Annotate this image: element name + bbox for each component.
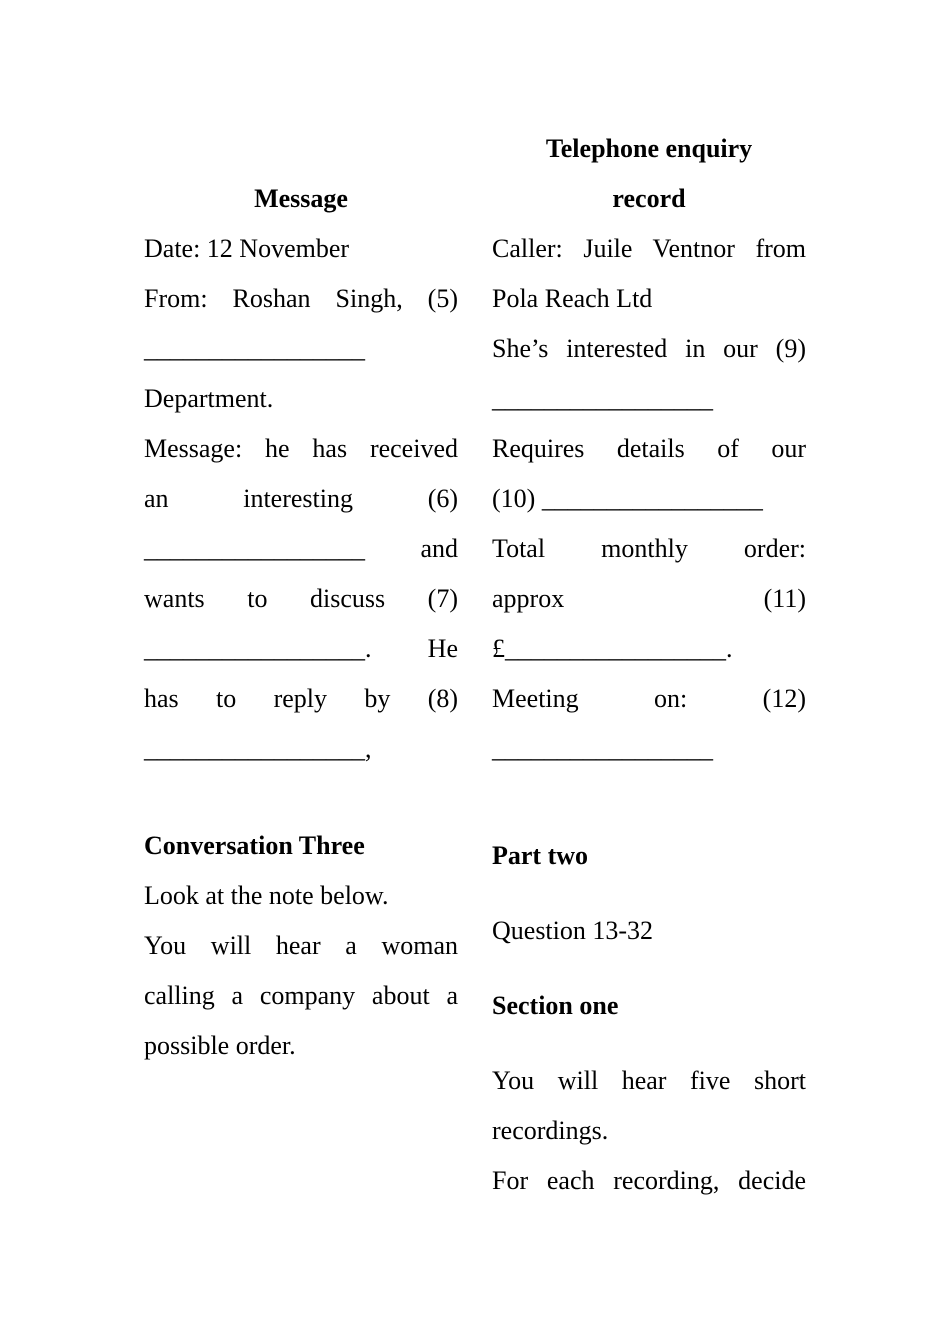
message-from: From: Roshan Singh, (5) <box>144 284 458 313</box>
enquiry-blank-9: _________________ <box>492 384 713 413</box>
message-blank-6: _________________ and <box>144 534 458 563</box>
message-text-line-6: has to reply by (8) <box>144 684 459 713</box>
enquiry-requires: Requires details of our <box>492 434 806 463</box>
part-two-questions: Question 13-32 <box>492 916 654 945</box>
message-box <box>144 174 458 774</box>
enquiry-approx: approx (11) <box>492 584 806 613</box>
enquiry-blank-10: (10) _________________ <box>492 484 763 513</box>
message-text-line-2: an interesting (6) <box>144 484 459 513</box>
part-two <box>492 831 806 1206</box>
message-title: Message <box>254 184 348 213</box>
conversation-three <box>144 821 458 1071</box>
enquiry-title-line-1: Telephone enquiry <box>545 134 753 163</box>
enquiry-interest: She’s interested in our (9) <box>492 334 806 363</box>
enquiry-meeting: Meeting on: (12) <box>492 684 806 713</box>
enquiry-blank-12: _________________ <box>492 734 713 763</box>
section-one-para-1: You will hear five short recordings. <box>492 1066 806 1145</box>
enquiry-total: Total monthly order: <box>492 534 807 563</box>
message-blank-8: _________________, <box>144 734 372 763</box>
part-two-heading: Part two <box>492 841 589 870</box>
message-blank-7: _________________. He <box>144 634 458 663</box>
section-one-heading: Section one <box>492 991 619 1020</box>
enquiry-company: Pola Reach Ltd <box>492 284 653 313</box>
conversation-three-line-1: Look at the note below. <box>144 881 389 910</box>
section-one-para-2: For each recording, decide <box>492 1166 806 1195</box>
message-text-line-4: wants to discuss (7) <box>144 584 458 613</box>
message-date: Date: 12 November <box>144 234 350 263</box>
enquiry-caller: Caller: Juile Ventnor from <box>492 234 806 263</box>
message-department: Department. <box>144 384 274 413</box>
enquiry-blank-11: £_________________. <box>492 634 733 663</box>
enquiry-record <box>492 124 806 774</box>
enquiry-title-line-2: record <box>612 184 686 213</box>
conversation-three-line-2: You will hear a woman calling a company about a possible order. <box>144 931 458 1060</box>
message-blank-5: _________________ <box>144 334 365 363</box>
conversation-three-heading: Conversation Three <box>144 831 365 860</box>
message-text-line-1: Message: he has received <box>144 434 458 463</box>
